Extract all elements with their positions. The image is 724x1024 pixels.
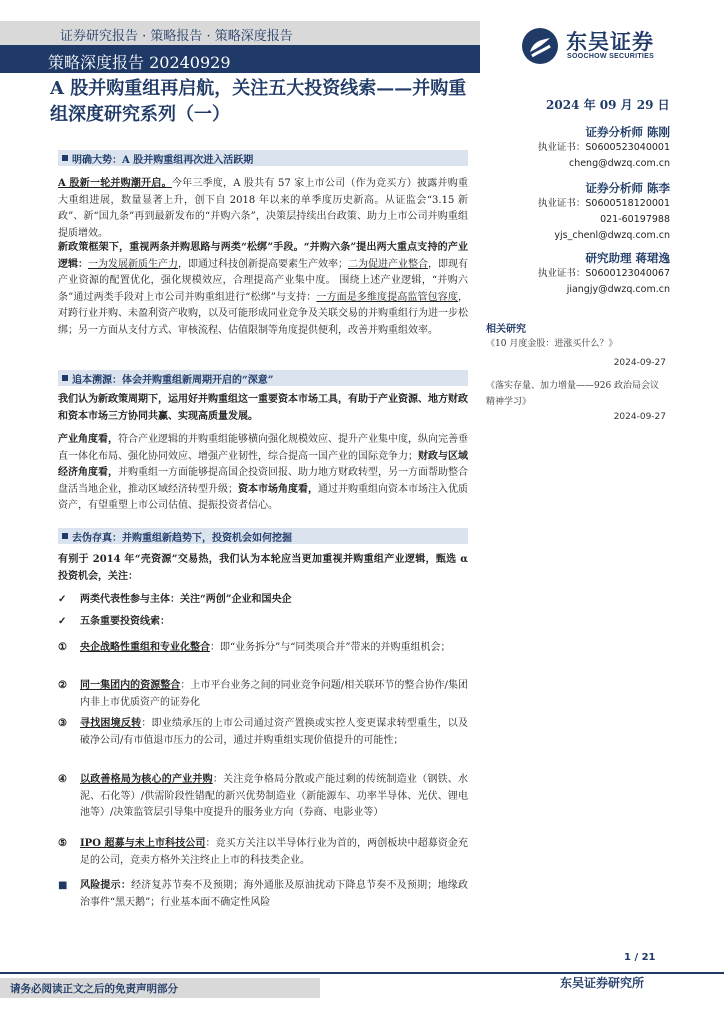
report-category-bar	[0, 21, 480, 45]
section-header: 明确大势：A 股并购重组再次进入活跃期	[58, 150, 468, 166]
analyst-block-1	[510, 124, 670, 172]
analyst-email[interactable]: yjs_chenl@dwzq.com.cn	[554, 230, 670, 241]
related-research-link[interactable]: 《落实存量、加力增量——926 政治局会议精神学习》	[486, 381, 660, 407]
page-number: 1 / 21	[624, 952, 656, 963]
report-category: 证券研究报告 · 策略报告 · 策略深度报告	[60, 29, 293, 44]
related-research-date: 2024-09-27	[613, 412, 666, 422]
square-bullet-icon	[62, 533, 68, 539]
report-date: 2024 年 09 月 29 日	[546, 98, 670, 112]
brand-logo	[520, 26, 700, 66]
related-research-link[interactable]: 《10 月度金股：进涨买什么？》	[486, 339, 618, 349]
analyst-name: 证券分析师 陈刚	[585, 125, 670, 139]
section-header: 追本溯源：体会并购重组新周期开启的“深意”	[58, 370, 468, 386]
analyst-block-3	[510, 250, 670, 298]
report-subtitle: 策略深度报告 20240929	[48, 53, 231, 72]
paragraph: 产业角度看，符合产业逻辑的并购重组能够横向强化规模效应、提升产业集中度，纵向完善垂直一体化布局、强化协同效应、增强产业韧性，综合提高一国产业的国际竞争力；财政与区域经济角度看，并购重组一方面能够提高国企投资回报、助力地方财政转型，另一方面帮助整合盘活当地企业，推动区域经济转型升级；资本市场角度看，通过并购重组向资本市场注入优质资产，有望重塑上市公司估值、提振投资者信心。	[58, 434, 468, 511]
footer-org: 东吴证券研究所	[560, 976, 645, 990]
paragraph: A 股新一轮并购潮开启。今年三季度，A 股共有 57 家上市公司（作为竞买方）披露并购重大重组进展，数量显著上升，创下自 2018 年以来的单季度历史新高。从证监会“3.15 新政”、新“国九条”再到最新发布的“并购六条”，决策层持续出台政策、助力上市公司并购重组提质增效。	[58, 178, 468, 239]
analyst-name: 证券分析师 陈李	[585, 181, 670, 195]
analyst-phone: 021-60197988	[600, 214, 670, 225]
disclaimer-bar	[0, 978, 320, 998]
report-subtitle-bar	[0, 45, 480, 73]
section-header: 去伪存真：并购重组新趋势下，投资机会如何挖掘	[58, 528, 468, 544]
logo-mark-icon	[520, 26, 560, 66]
analyst-block-2	[510, 180, 670, 244]
square-bullet-icon	[62, 155, 68, 161]
analyst-cert: 执业证书：S0600123040067	[537, 268, 670, 279]
related-research-date: 2024-09-27	[613, 358, 666, 368]
logo-text-en: SOOCHOW SECURITIES	[567, 53, 655, 60]
analyst-name: 研究助理 蒋珺逸	[585, 251, 670, 265]
paragraph: 有别于 2014 年“壳资源”交易热，我们认为本轮应当更加重视并购重组产业逻辑，甄选 α 投资机会，关注：	[58, 554, 468, 582]
square-bullet-icon	[62, 375, 68, 381]
related-research-title: 相关研究	[486, 324, 526, 335]
analyst-email[interactable]: jiangjy@dwzq.com.cn	[566, 284, 670, 295]
logo-text-cn: 东吴证券	[566, 29, 654, 54]
analyst-cert: 执业证书：S0600523040001	[537, 142, 670, 153]
analyst-cert: 执业证书：S0600518120001	[537, 198, 670, 209]
paragraph: 新政策框架下，重视两条并购思路与两类“松绑”手段。“并购六条”提出两大重点支持的产业逻辑：一为发展新质生产力，即通过科技创新提高要素生产效率；二为促进产业整合，即现有产业资源的配置优化，强化规模效应，合理提高产业集中度。 围绕上述产业逻辑，“并购六条”通过两类手段对上市公司并购重组进行“松绑”与支持：一方面是多维度提高监管包容度，对跨行业并购、未盈利资产收购，以及可能形成同业竞争及关联交易的并购重组行为进一步松绑；另一方面从支付方式、审核流程、估值限制等角度提供便利，改善并购重组效率。	[58, 242, 468, 336]
analyst-email[interactable]: cheng@dwzq.com.cn	[568, 158, 670, 169]
square-bullet-icon: ■	[58, 880, 68, 891]
report-title: A 股并购重组再启航，关注五大投资线索——并购重组深度研究系列（一）	[50, 78, 467, 125]
paragraph: 我们认为新政策周期下，运用好并购重组这一重要资本市场工具，有助于产业资源、地方财政和资本市场三方协同共赢、实现高质量发展。	[58, 394, 468, 422]
checkmark-icon: ✓	[58, 594, 67, 605]
checkmark-icon: ✓	[58, 616, 67, 627]
disclaimer-text: 请务必阅读正文之后的免责声明部分	[10, 983, 178, 995]
